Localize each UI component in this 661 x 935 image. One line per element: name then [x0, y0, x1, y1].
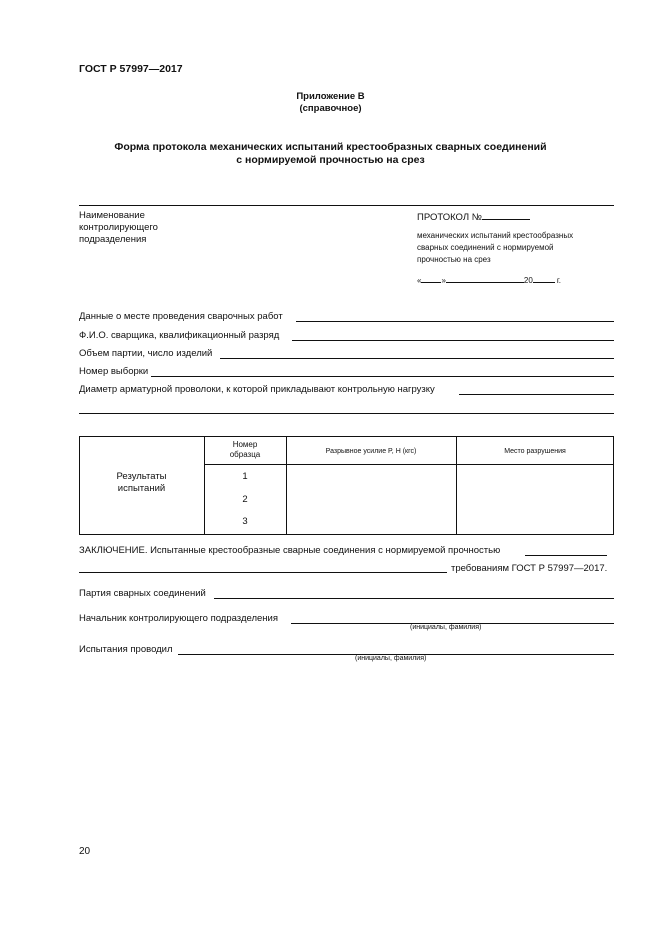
sample-3: 3	[242, 516, 248, 527]
date-month-blank[interactable]	[446, 273, 524, 283]
welding-place-label: Данные о месте проведения сварочных работ	[79, 311, 283, 322]
date-year-blank[interactable]	[533, 273, 555, 283]
org-name-block	[79, 210, 158, 246]
sample-number-input[interactable]	[151, 376, 614, 377]
appendix-title: Приложение В	[296, 91, 365, 102]
date-quote-open: «	[417, 276, 422, 285]
protocol-desc-line-3: прочностью на срез	[417, 255, 491, 264]
form-title	[0, 141, 661, 167]
force-cell[interactable]	[287, 465, 455, 534]
col-header-sample-line-2: образца	[229, 450, 261, 459]
protocol-date	[417, 273, 561, 285]
protocol-desc-line-2: сварных соединений с нормируемой	[417, 243, 554, 252]
date-year-suffix: г.	[556, 276, 561, 285]
break-place-cell[interactable]	[457, 465, 613, 534]
welder-label: Ф.И.О. сварщика, квалификационный разряд	[79, 330, 280, 341]
row-header-results-line-2: испытаний	[117, 483, 166, 494]
batch-size-input[interactable]	[220, 358, 614, 359]
appendix-subtitle: (справочное)	[299, 103, 362, 114]
conclusion-text: ЗАКЛЮЧЕНИЕ. Испытанные крестообразные сварные соединения с нормируемой прочностью	[79, 545, 501, 556]
org-name-line-2: контролирующего	[79, 222, 158, 233]
tester-hint: (инициалы, фамилия)	[355, 655, 427, 662]
date-quote-close: »	[441, 276, 446, 285]
protocol-number	[417, 210, 530, 223]
head-hint: (инициалы, фамилия)	[410, 624, 482, 631]
col-header-sample	[204, 440, 286, 460]
protocol-desc-line-1: механических испытаний крестообразных	[417, 231, 574, 240]
tester-label: Испытания проводил	[79, 644, 173, 655]
head-label: Начальник контролирующего подразделения	[79, 613, 278, 624]
page-number: 20	[79, 846, 91, 857]
weld-batch-label: Партия сварных соединений	[79, 588, 206, 599]
sample-number-label: Номер выборки	[79, 366, 149, 377]
org-name-line-1: Наименование	[79, 210, 145, 221]
document-standard-code: ГОСТ Р 57997—2017	[79, 63, 183, 75]
top-divider	[79, 205, 614, 206]
date-day-blank[interactable]	[421, 273, 441, 283]
conclusion-strength-input[interactable]	[525, 555, 607, 556]
row-header-results	[79, 471, 204, 495]
form-title-line-2: с нормируемой прочностью на срез	[236, 154, 425, 166]
wire-diameter-label: Диаметр арматурной проволоки, к которой прикладывают контрольную нагрузку	[79, 384, 435, 395]
col-header-force: Разрывное усилие P, Н (кгс)	[325, 448, 417, 455]
col-header-break-place: Место разрушения	[504, 448, 566, 455]
protocol-number-blank[interactable]	[482, 210, 530, 220]
col-header-sample-line-1: Номер	[232, 440, 258, 449]
sample-2: 2	[242, 494, 248, 505]
wire-diameter-input[interactable]	[459, 394, 614, 395]
conclusion-compliance-input[interactable]	[79, 572, 447, 573]
org-name-line-3: подразделения	[79, 234, 147, 245]
date-year-prefix: 20	[523, 276, 533, 285]
welder-input[interactable]	[292, 340, 614, 341]
protocol-label: ПРОТОКОЛ №	[417, 212, 482, 223]
sample-1: 1	[242, 471, 248, 482]
row-header-results-line-1: Результаты	[116, 471, 167, 482]
weld-batch-input[interactable]	[214, 598, 614, 599]
batch-size-label: Объем партии, число изделий	[79, 348, 213, 359]
protocol-description	[417, 230, 573, 266]
form-title-line-1: Форма протокола механических испытаний крестообразных сварных соединений	[114, 141, 547, 153]
wire-diameter-input-continued[interactable]	[79, 413, 614, 414]
conclusion-tail: требованиям ГОСТ Р 57997—2017.	[451, 563, 608, 574]
welding-place-input[interactable]	[296, 321, 614, 322]
